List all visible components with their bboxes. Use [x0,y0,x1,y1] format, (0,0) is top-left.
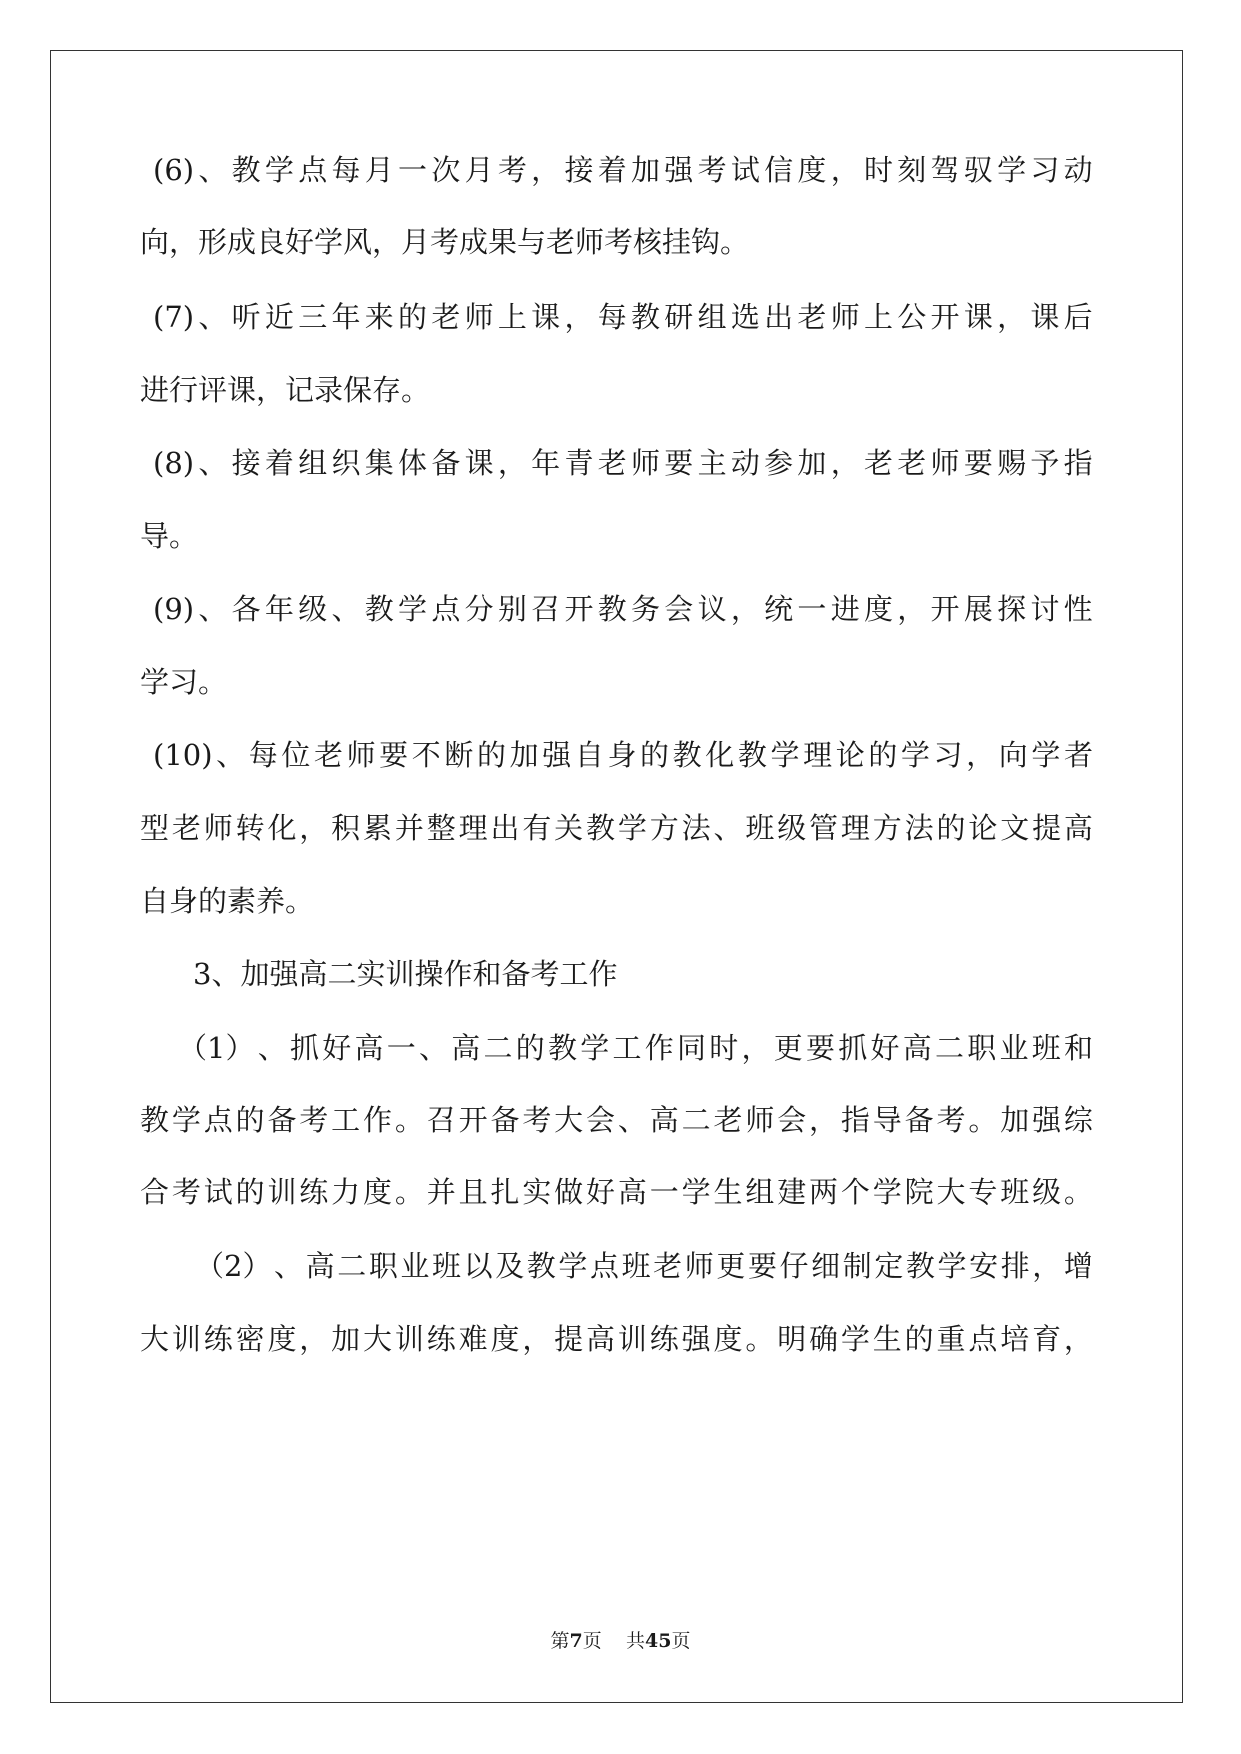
page-footer [0,1629,1241,1653]
page-number: 7 [569,1630,583,1652]
paragraph-line: 自身的素养。 [140,884,315,918]
total-prefix: 共 [625,1630,645,1652]
page-suffix: 页 [582,1630,602,1652]
paragraph-line: （2） 、 高 二 职 业 班 以 及 教 学 点 班 老 师 更 要 仔 细 制 定 教 学 安 排 ， 增 [195,1249,1093,1283]
total-pages: 45 [644,1630,672,1652]
paragraph-line: 向，形成良好学风，月考成果与老师考核挂钩。 [140,225,750,259]
paragraph-line: 大 训 练 密 度 ， 加 大 训 练 难 度 ， 提 高 训 练 强 度 。 明 确 学 生 的 重 点 培 育 ， [140,1322,1093,1356]
paragraph-line: 教 学 点 的 备 考 工 作 。 召 开 备 考 大 会 、 高 二 老 师 会 ， 指 导 备 考 。 加 强 综 [140,1103,1093,1137]
paragraph-line: 学习。 [140,665,228,699]
total-suffix: 页 [671,1630,691,1652]
paragraph-line: (10) 、 每 位 老 师 要 不 断 的 加 强 自 身 的 教 化 教 学 理 论 的 学 习 ， 向 学 者 [153,738,1093,772]
paragraph-line: (6) 、 教 学 点 每 月 一 次 月 考 ， 接 着 加 强 考 试 信 度 ， 时 刻 驾 驭 学 习 动 [153,153,1093,187]
paragraph-line: (9) 、 各 年 级 、 教 学 点 分 别 召 开 教 务 会 议 ， 统 一 进 度 ， 开 展 探 讨 性 [153,592,1093,626]
section-heading: 3、加强高二实训操作和备考工作 [193,957,618,991]
paragraph-line: (7) 、 听 近 三 年 来 的 老 师 上 课 ， 每 教 研 组 选 出 老 师 上 公 开 课 ， 课 后 [153,300,1093,334]
paragraph-line: 合 考 试 的 训 练 力 度 。 并 且 扎 实 做 好 高 一 学 生 组 建 两 个 学 院 大 专 班 级 。 [140,1175,1093,1209]
page-prefix: 第 [550,1630,570,1652]
paragraph-line: 型 老 师 转 化 ， 积 累 并 整 理 出 有 关 教 学 方 法 、 班 级 管 理 方 法 的 论 文 提 高 [140,811,1093,845]
paragraph-line: 导。 [140,519,199,553]
paragraph-line: (8) 、 接 着 组 织 集 体 备 课 ， 年 青 老 师 要 主 动 参 加 ， 老 老 师 要 赐 予 指 [153,446,1093,480]
paragraph-line: 进行评课，记录保存。 [140,373,431,407]
paragraph-line: （1） 、 抓 好 高 一 、 高 二 的 教 学 工 作 同 时 ， 更 要 抓 好 高 二 职 业 班 和 [178,1031,1093,1065]
